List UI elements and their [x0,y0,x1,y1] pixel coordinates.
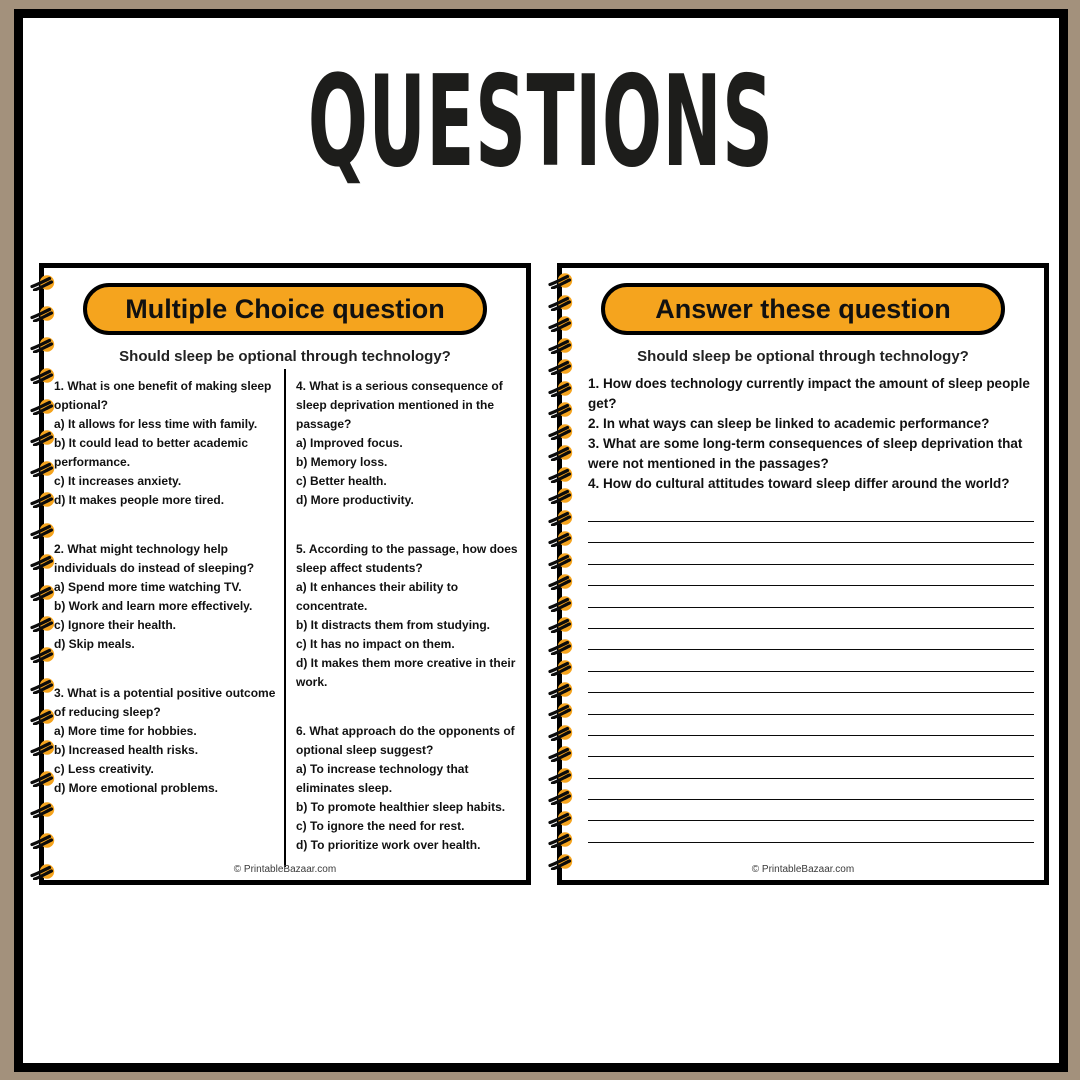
coil-ring-icon [548,423,574,440]
coil-ring-icon [30,739,56,756]
coil-ring-icon [548,638,574,655]
coil-ring-icon [30,398,56,415]
mcq-option: b) Memory loss. [296,455,388,469]
answer-line [588,842,1034,843]
mcq-column-2 [286,375,526,852]
mcq-question-block [296,540,518,692]
coil-ring-icon [548,401,574,418]
coil-ring-icon [30,832,56,849]
mcq-option: b) It distracts them from studying. [296,618,491,632]
mcq-panel-header-label: Multiple Choice question [125,293,445,324]
coil-ring-icon [30,863,56,880]
mcq-column-1 [44,375,284,845]
coil-ring-icon [30,646,56,663]
coil-ring-icon [30,615,56,632]
page-frame [14,9,1068,1072]
answer-line [588,585,1034,586]
coil-ring-icon [30,460,56,477]
coil-ring-icon [30,801,56,818]
mcq-option: c) It increases anxiety. [54,474,182,488]
answer-line [588,735,1034,736]
qa-panel-footer: © PrintableBazaar.com [751,864,855,875]
mcq-question-block [296,377,518,510]
qa-panel-header-pill [601,283,1005,335]
coil-ring-icon [548,767,574,784]
mcq-option: a) It enhances their ability to concentrate. [296,580,459,613]
coil-ring-icon [548,294,574,311]
coil-ring-icon [548,616,574,633]
coil-ring-icon [548,853,574,870]
mcq-option: a) Improved focus. [296,436,403,450]
mcq-option: b) It could lead to better academic performance. [54,436,249,469]
answer-line [588,671,1034,672]
coil-ring-icon [30,336,56,353]
coil-ring-icon [548,358,574,375]
answer-line [588,778,1034,779]
coil-ring-icon [548,702,574,719]
coil-ring-icon [548,466,574,483]
coil-ring-icon [30,553,56,570]
coil-ring-icon [548,831,574,848]
coil-ring-icon [548,380,574,397]
qa-panel-header-label: Answer these question [655,293,951,324]
coil-ring-icon [30,429,56,446]
mcq-question-block [296,722,518,855]
qa-question: 3. What are some long-term consequences of sleep deprivation that were not mentioned in the passages? [588,436,1023,471]
coil-ring-icon [548,810,574,827]
mcq-option: c) To ignore the need for rest. [296,819,465,833]
mcq-option: a) It allows for less time with family. [54,417,258,431]
mcq-option: c) Ignore their health. [54,618,177,632]
coil-ring-icon [30,770,56,787]
qa-panel-subtitle: Should sleep be optional through technology? [637,348,969,365]
mcq-option: d) To prioritize work over health. [296,838,481,852]
mcq-option: c) It has no impact on them. [296,637,455,651]
answer-line [588,649,1034,650]
coil-ring-icon [30,584,56,601]
coil-ring-icon [30,491,56,508]
coil-ring-icon [548,595,574,612]
coil-ring-icon [30,708,56,725]
mcq-option: c) Better health. [296,474,387,488]
coil-ring-icon [548,724,574,741]
page-title: QUESTIONS [308,48,774,195]
mcq-question-text: 5. According to the passage, how does sleep affect students? [296,542,518,575]
coil-ring-icon [548,573,574,590]
mcq-option: d) It makes people more tired. [54,493,225,507]
coil-ring-icon [30,274,56,291]
coil-ring-icon [30,305,56,322]
mcq-option: d) More emotional problems. [54,781,219,795]
mcq-question-block [54,377,276,510]
answer-line [588,521,1034,522]
mcq-option: d) Skip meals. [54,637,135,651]
coil-ring-icon [548,315,574,332]
mcq-question-text: 3. What is a potential positive outcome of reducing sleep? [54,686,276,719]
mcq-question-block [54,684,276,798]
coil-ring-icon [548,444,574,461]
mcq-question-text: 4. What is a serious consequence of sleep deprivation mentioned in the passage? [296,379,503,431]
coil-ring-icon [548,487,574,504]
qa-question: 1. How does technology currently impact the amount of sleep people get? [588,376,1030,411]
qa-question: 4. How do cultural attitudes toward sleep differ around the world? [588,476,1010,491]
coil-ring-icon [548,509,574,526]
mcq-option: d) More productivity. [296,493,414,507]
answer-line [588,799,1034,800]
mcq-columns [44,375,526,852]
mcq-panel-footer: © PrintableBazaar.com [233,864,337,875]
coil-ring-icon [30,367,56,384]
coil-ring-icon [548,745,574,762]
coil-ring-icon [30,677,56,694]
coil-ring-icon [548,788,574,805]
mcq-option: b) Increased health risks. [54,743,199,757]
mcq-option: a) To increase technology that eliminates sleep. [296,762,469,795]
answer-line [588,820,1034,821]
coil-ring-icon [548,530,574,547]
qa-panel [557,263,1049,885]
mcq-question-text: 6. What approach do the opponents of optional sleep suggest? [296,724,515,757]
answer-lines [588,521,1034,843]
page-title-wrap [23,48,1059,195]
coil-ring-icon [548,337,574,354]
mcq-panel [39,263,531,885]
coil-ring-icon [548,272,574,289]
qa-question: 2. In what ways can sleep be linked to academic performance? [588,416,990,431]
answer-line [588,714,1034,715]
coil-ring-icon [548,552,574,569]
mcq-panel-header-pill [83,283,487,335]
answer-line [588,564,1034,565]
answer-line [588,692,1034,693]
mcq-option: b) Work and learn more effectively. [54,599,253,613]
coil-ring-icon [548,659,574,676]
mcq-option: a) More time for hobbies. [54,724,197,738]
mcq-question-text: 1. What is one benefit of making sleep optional? [54,379,272,412]
coil-ring-icon [548,681,574,698]
answer-line [588,542,1034,543]
qa-question-list [562,365,1044,494]
mcq-option: c) Less creativity. [54,762,154,776]
answer-line [588,756,1034,757]
answer-line [588,628,1034,629]
mcq-option: b) To promote healthier sleep habits. [296,800,506,814]
mcq-question-block [54,540,276,654]
mcq-question-text: 2. What might technology help individuals do instead of sleeping? [54,542,255,575]
mcq-panel-subtitle: Should sleep be optional through technology? [119,348,451,365]
mcq-option: d) It makes them more creative in their work. [296,656,516,689]
mcq-option: a) Spend more time watching TV. [54,580,242,594]
coil-ring-icon [30,522,56,539]
answer-line [588,607,1034,608]
